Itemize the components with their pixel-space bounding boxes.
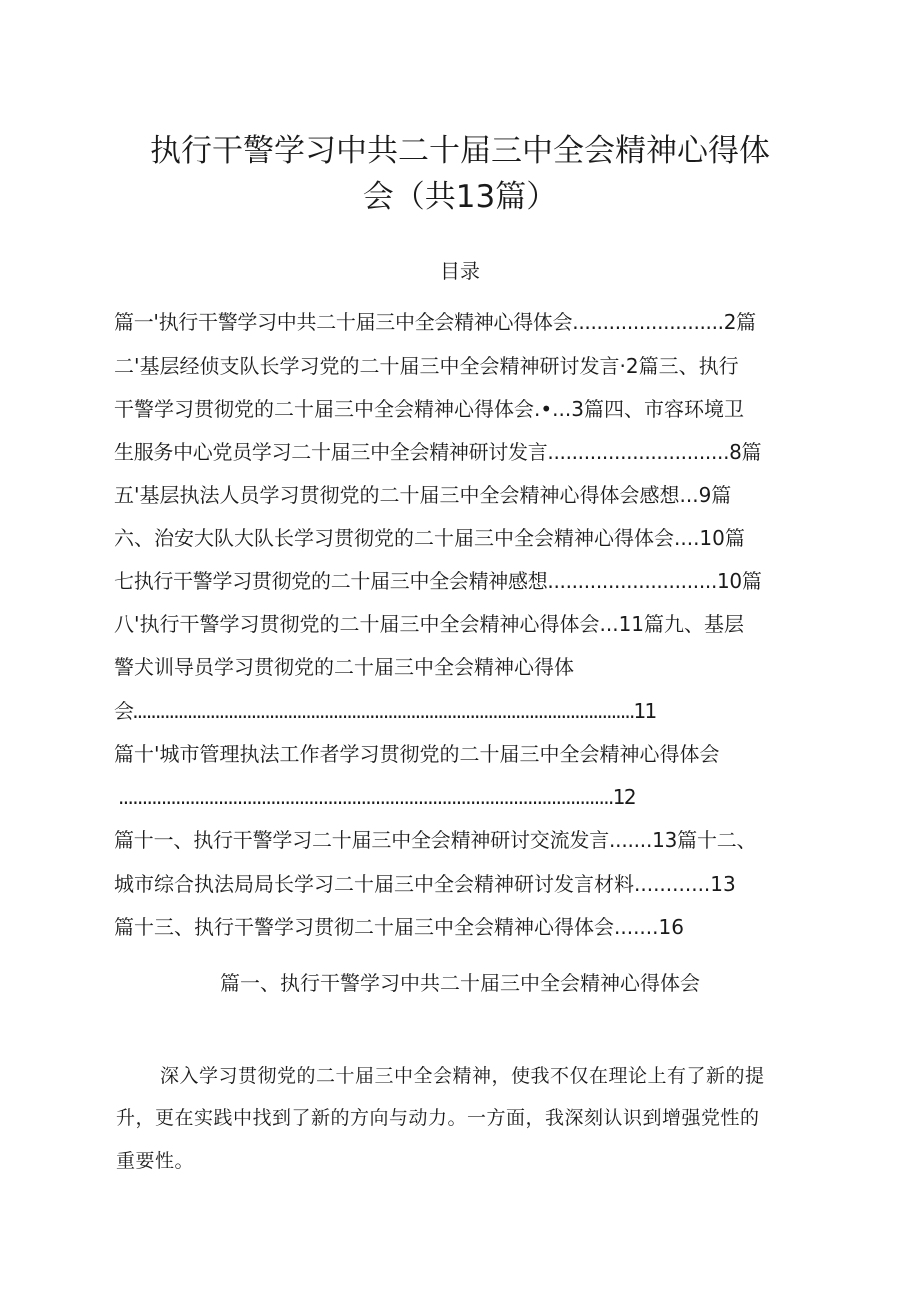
document-title-line-2: 会（共13篇） — [362, 179, 558, 215]
toc-line[interactable]: 篇十三、执行干警学习贯彻二十届三中全会精神心得体会.......16 — [114, 915, 684, 939]
toc-heading: 目录 — [440, 259, 480, 283]
section-heading: 篇一、执行干警学习中共二十届三中全会精神心得体会 — [220, 971, 700, 995]
toc-line[interactable]: 二'基层经侦支队长学习党的二十届三中全会精神研讨发言·2篇三、执行 — [114, 354, 739, 378]
document-title-line-1: 执行干警学习中共二十届三中全会精神心得体 — [150, 133, 770, 169]
toc-line[interactable]: 篇十'城市管理执法工作者学习贯彻党的二十届三中全会精神心得体会 — [114, 742, 720, 766]
document-title — [110, 128, 810, 220]
toc-line[interactable]: 生服务中心党员学习二十届三中全会精神研讨发言..............................8篇 — [114, 440, 762, 464]
body-line: 深入学习贯彻党的二十届三中全会精神，使我不仅在理论上有了新的提 — [160, 1065, 765, 1087]
toc-line[interactable]: ........................................................................................................12 — [118, 785, 636, 809]
toc-line[interactable]: 篇十一、执行干警学习二十届三中全会精神研讨交流发言.......13篇十二、 — [114, 828, 757, 852]
body-line: 升，更在实践中找到了新的方向与动力。一方面，我深刻认识到增强党性的 — [116, 1107, 760, 1129]
toc-line[interactable]: 八'执行干警学习贯彻党的二十届三中全会精神心得体会...11篇九、基层 — [114, 612, 745, 636]
toc-line[interactable]: 五'基层执法人员学习贯彻党的二十届三中全会精神心得体会感想...9篇 — [114, 483, 732, 507]
toc-line[interactable]: 警犬训导员学习贯彻党的二十届三中全会精神心得体 — [114, 655, 574, 679]
toc-line[interactable]: 会..............................................................................................................11 — [114, 699, 656, 723]
toc-line[interactable]: 篇一'执行干警学习中共二十届三中全会精神心得体会.........................2篇 — [114, 310, 756, 334]
toc-line[interactable]: 城市综合执法局局长学习二十届三中全会精神研讨发言材料............13 — [114, 872, 736, 896]
body-line: 重要性。 — [116, 1150, 195, 1172]
toc-line[interactable]: 六、治安大队大队长学习贯彻党的二十届三中全会精神心得体会....10篇 — [114, 526, 745, 550]
toc-line[interactable]: 七执行干警学习贯彻党的二十届三中全会精神感想............................10篇 — [114, 569, 762, 593]
toc-line[interactable]: 干警学习贯彻党的二十届三中全会精神心得体会.•...3篇四、市容环境卫 — [114, 397, 744, 421]
